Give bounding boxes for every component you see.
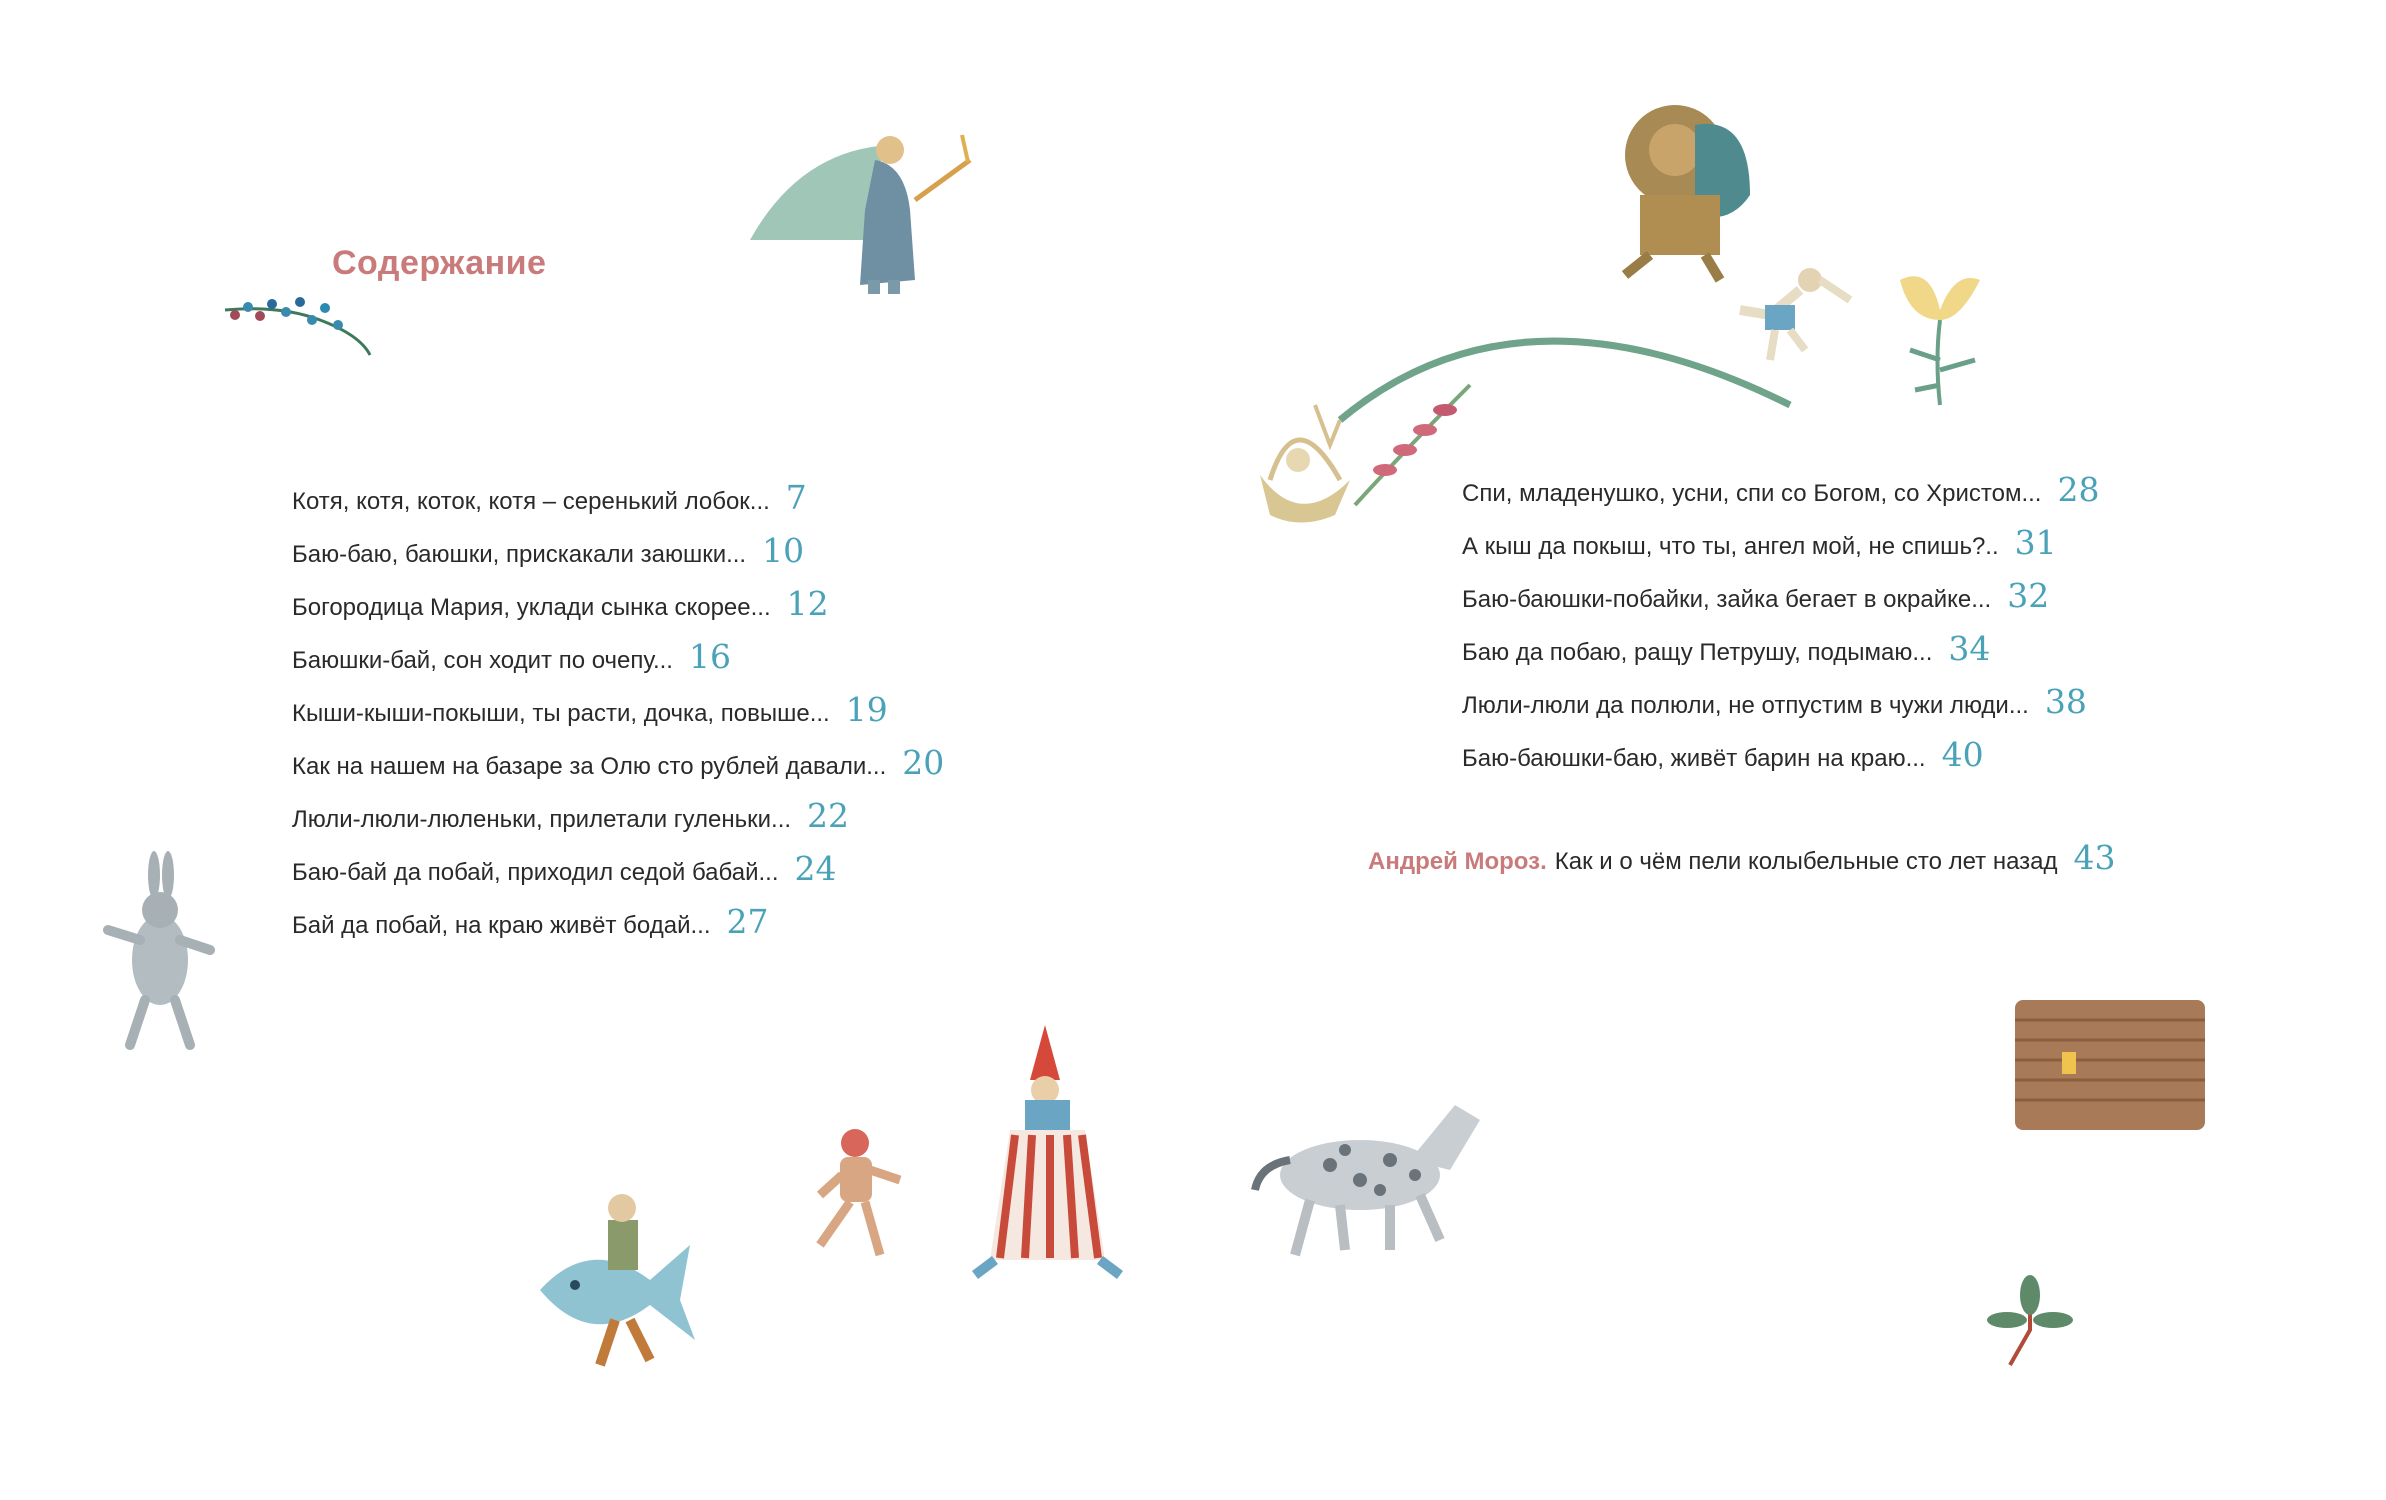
entry-title: Баю-баюшки-побайки, зайка бегает в окрайке...: [1462, 586, 1992, 613]
running-child-illustration: [800, 1125, 910, 1265]
entry-page-number: 40: [1941, 735, 1984, 774]
entry-title: Баю-баю, баюшки, прискакали заюшки...: [292, 541, 747, 568]
afterword-title: Как и о чём пели колыбельные сто лет назад: [1554, 848, 2058, 875]
toc-entry[interactable]: [292, 849, 944, 902]
berry-sprig-illustration: [220, 280, 380, 360]
petrushka-puppet-illustration: [970, 1020, 1130, 1280]
toc-entry[interactable]: [292, 902, 944, 955]
entry-title: Баю-баюшки-баю, живёт барин на краю...: [1462, 745, 1926, 772]
entry-page-number: 16: [688, 637, 731, 676]
pink-flower-sprig-illustration: [1345, 380, 1475, 510]
entry-page-number: 20: [902, 743, 945, 782]
toc-entry[interactable]: [292, 531, 944, 584]
afterword-author: Андрей Мороз.: [1368, 848, 1547, 875]
page-title: Содержание: [332, 244, 547, 282]
entry-title: Бай да побай, на краю живёт бодай...: [292, 912, 711, 939]
afterword-entry[interactable]: [1368, 838, 2116, 877]
toc-entry[interactable]: [1462, 682, 2099, 735]
entry-title: Как на нашем на базаре за Олю сто рублей давали...: [292, 753, 887, 780]
entry-page-number: 19: [845, 690, 888, 729]
log-house-illustration: [2010, 990, 2210, 1140]
toc-entry[interactable]: [292, 796, 944, 849]
entry-title: Спи, младенушко, усни, спи со Богом, со Христом...: [1462, 480, 2042, 507]
entry-title: Баю да побаю, ращу Петрушу, подымаю...: [1462, 639, 1933, 666]
toc-entry[interactable]: [292, 637, 944, 690]
entry-title: Баю-бай да побай, приходил седой бабай...: [292, 859, 779, 886]
entry-page-number: 24: [794, 849, 837, 888]
toc-entry[interactable]: [1462, 629, 2099, 682]
entry-page-number: 27: [726, 902, 769, 941]
entry-page-number: 7: [785, 478, 807, 517]
entry-page-number: 38: [2044, 682, 2087, 721]
toc-entry[interactable]: [1462, 576, 2099, 629]
toc-entry[interactable]: [292, 743, 944, 796]
toc-entry[interactable]: [1462, 735, 2099, 788]
entry-page-number: 22: [807, 796, 850, 835]
angel-illustration: [740, 130, 980, 300]
entry-page-number: 28: [2057, 470, 2100, 509]
hare-illustration: [100, 850, 220, 1050]
yellow-flower-illustration: [1880, 260, 2000, 410]
boy-with-fish-illustration: [530, 1190, 700, 1370]
entry-page-number: 31: [2014, 523, 2057, 562]
entry-page-number: 10: [762, 531, 805, 570]
entry-title: Баюшки-бай, сон ходит по очепу...: [292, 647, 673, 674]
toc-entry[interactable]: [292, 584, 944, 637]
entry-page-number: 12: [786, 584, 829, 623]
toc-right-column: [1462, 470, 2099, 788]
dappled-horse-illustration: [1250, 1080, 1490, 1260]
entry-title: Кыши-кыши-покыши, ты расти, дочка, повыше...: [292, 700, 830, 727]
toc-entry[interactable]: [1462, 470, 2099, 523]
toc-left-column: [292, 478, 944, 955]
entry-title: Богородица Мария, уклади сынка скорее...: [292, 594, 771, 621]
entry-title: Котя, котя, коток, котя – серенький лобок...: [292, 488, 770, 515]
entry-title: Люли-люли да полюли, не отпустим в чужи люди...: [1462, 692, 2029, 719]
afterword-page-number: 43: [2073, 838, 2116, 877]
toc-entry[interactable]: [292, 478, 944, 531]
toc-entry[interactable]: [1462, 523, 2099, 576]
entry-title: Люли-люли-люленьки, прилетали гуленьки...: [292, 806, 792, 833]
entry-page-number: 32: [2007, 576, 2050, 615]
small-plant-illustration: [1985, 1270, 2075, 1370]
entry-page-number: 34: [1948, 629, 1991, 668]
toc-entry[interactable]: [292, 690, 944, 743]
entry-title: А кыш да покыш, что ты, ангел мой, не спишь?..: [1462, 533, 1999, 560]
